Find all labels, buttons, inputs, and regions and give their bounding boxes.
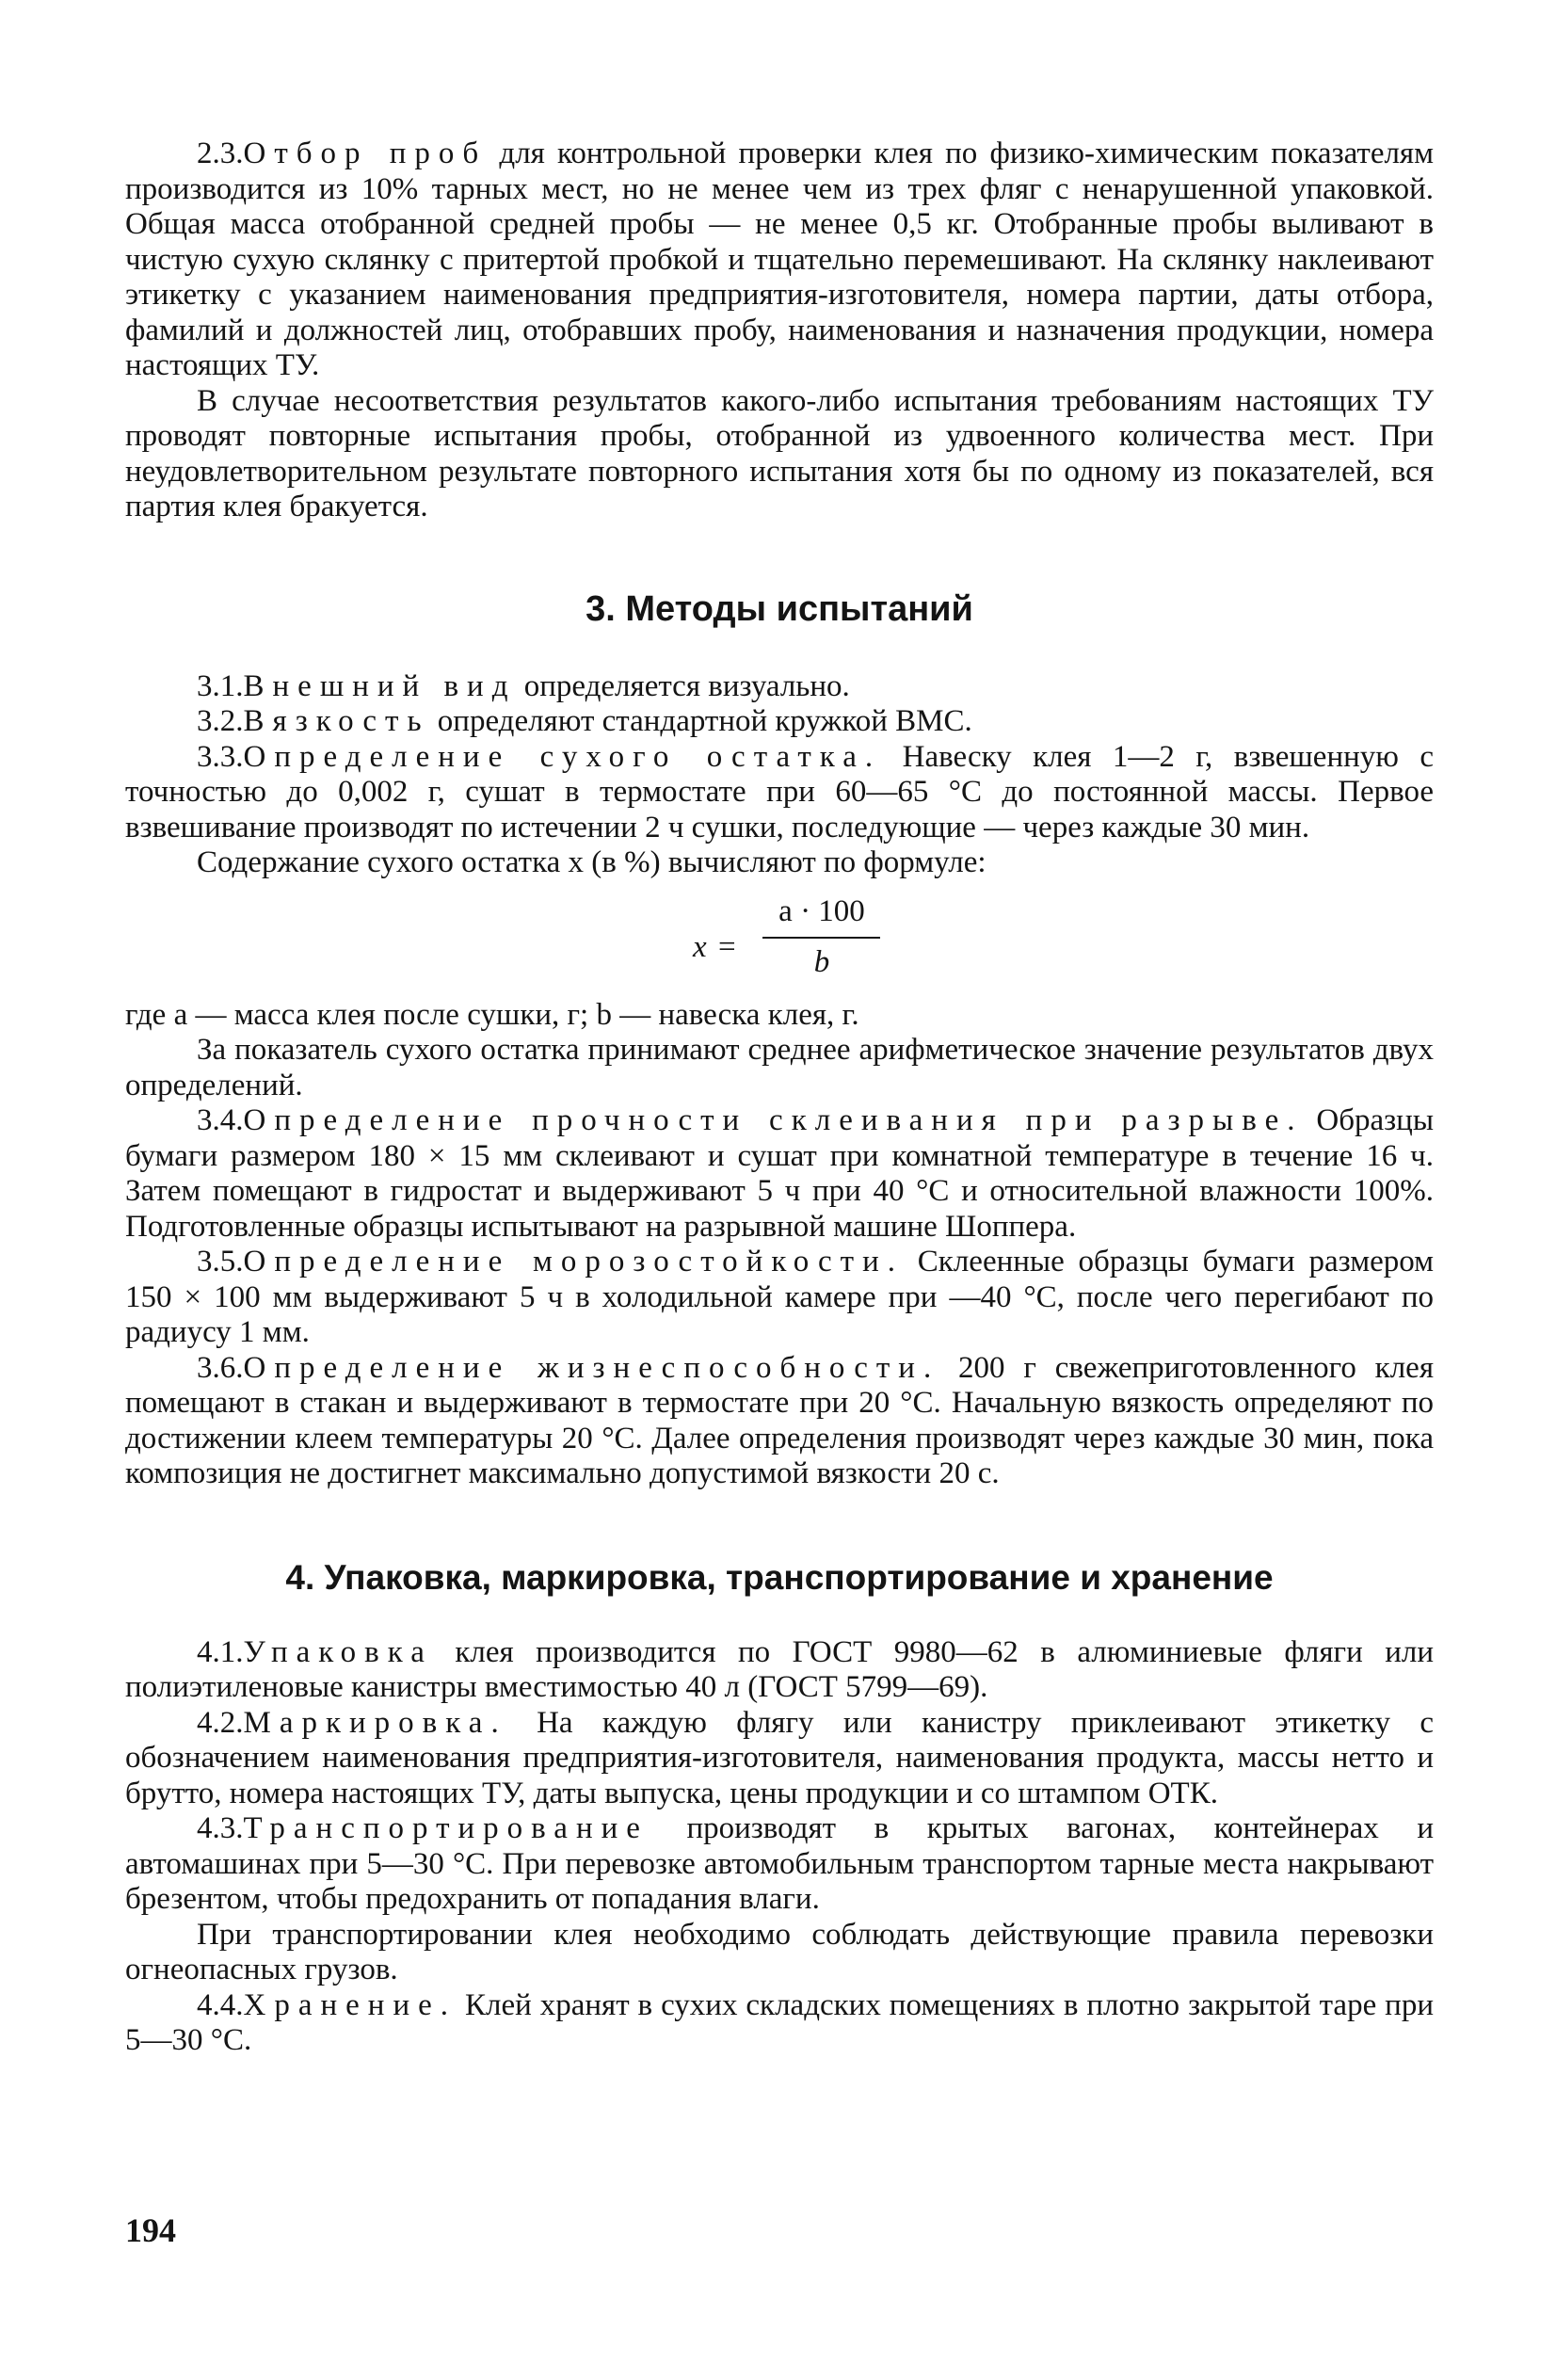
paragraph-2-3-retest: В случае несоответствия результатов какого-либо испытания требованиям настоящих ТУ проводят повторные испытания пробы, отобранной из удвоенного количества мест. При неудовлетворительном результате повторного испытания хотя бы по одному из показателей, вся партия клея бракуется.	[125, 383, 1434, 523]
paragraph-3-3	[125, 740, 1434, 846]
paragraph-4-3-rules: При транспортировании клея необходимо соблюдать действующие правила перевозки огнеопасных грузов.	[125, 1917, 1434, 1986]
clause-lead: Транспортирование	[243, 1811, 649, 1845]
dry-residue-formula	[125, 894, 1434, 989]
clause-lead: Внешний вид	[243, 668, 517, 703]
paragraph-4-1	[125, 1635, 1434, 1706]
formula-numerator: a · 100	[778, 893, 865, 928]
fraction-bar	[762, 937, 880, 939]
section-4-heading: 4. Упаковка, маркировка, транспортирование и хранение	[285, 1557, 1274, 1597]
paragraph-mean-value: За показатель сухого остатка принимают среднее арифметическое значение результатов двух определений.	[125, 1033, 1434, 1102]
formula-equals: =	[718, 929, 736, 964]
clause-text: Клей хранят в сухих складских помещениях в плотно закрытой таре при 5—30 °С.	[125, 1987, 1434, 2057]
clause-text: производят в крытых вагонах, контейнерах и автомашинах при 5—30 °С. При перевозке автомобильным транспортом тарные места накрывают брезентом, чтобы предохранить от попадания влаги.	[125, 1811, 1434, 1916]
paragraph-3-1	[125, 669, 1434, 705]
clause-number: 3.6.	[197, 1350, 244, 1385]
clause-number: 4.3.	[197, 1811, 244, 1845]
paragraph-3-2	[125, 704, 1434, 740]
clause-lead: Определение прочности склеивания при разрыве.	[243, 1103, 1304, 1137]
clause-number: 3.1.	[197, 668, 244, 703]
paragraph-4-2	[125, 1706, 1434, 1812]
paragraph-3-6	[125, 1351, 1434, 1492]
formula-legend: где a — масса клея после сушки, г; b — навеска клея, г.	[125, 997, 859, 1032]
clause-number: 4.4.	[197, 1987, 244, 2022]
clause-text: для контрольной проверки клея по физико-химическим показателям производится из 10% тарных мест, но не менее чем из трех фляг с ненарушенной упаковкой. Общая масса отобранной средней пробы — не менее 0,5 кг. Отобранные пробы выливают в чистую сухую склянку с притертой пробкой и тщательно перемешивают. На склянку наклеивают этикетку с указанием наименования предприятия-изготовителя, номера партии, даты отбора, фамилий и должностей лиц, отобравших пробу, наименования и назначения продукции, номера настоящих ТУ.	[125, 137, 1434, 382]
paragraph-4-3	[125, 1811, 1434, 1918]
paragraph-2-3	[125, 137, 1434, 384]
formula-lhs: x	[693, 929, 707, 964]
clause-number: 3.5.	[197, 1245, 244, 1278]
clause-number: 3.3.	[197, 739, 244, 774]
clause-lead: Хранение.	[243, 1987, 457, 2022]
clause-lead: Маркировка.	[243, 1705, 507, 1740]
clause-lead: Определение жизнеспособности.	[243, 1350, 940, 1385]
paragraph-3-4	[125, 1103, 1434, 1245]
clause-text: На каждую флягу или канистру приклеивают этикетку с обозначением наименования предприятия-изготовителя, наименования продукта, массы нетто и брутто, номера настоящих ТУ, даты выпуска, цены продукции и со штампом ОТК.	[125, 1705, 1434, 1810]
text-column	[125, 137, 1434, 2059]
paragraph-4-4	[125, 1988, 1434, 2059]
clause-lead: Вязкость	[243, 704, 430, 738]
clause-lead: Определение морозостойкости.	[243, 1245, 905, 1278]
clause-text: клея производится по ГОСТ 9980—62 в алюминиевые фляги или полиэтиленовые канистры вместимостью 40 л (ГОСТ 5799—69).	[125, 1634, 1434, 1704]
paragraph-3-5	[125, 1245, 1434, 1351]
clause-number: 4.1.	[197, 1634, 244, 1669]
clause-text: определяют стандартной кружкой ВМС.	[429, 704, 972, 738]
clause-lead: Отбор проб	[243, 137, 488, 170]
clause-number: 4.2.	[197, 1705, 244, 1740]
clause-text: 200 г свежеприготовленного клея помещают в стакан и выдерживают в термостате при 20 °С. Начальную вязкость определяют по достижении клеем температуры 20 °С. Далее определения производят через каждые 30 мин, пока композиция не достигнет максимально допустимой вязкости 20 с.	[125, 1350, 1435, 1490]
clause-text: Навеску клея 1—2 г, взвешенную с точностью до 0,002 г, сушат в термостате при 60—65 °С до постоянной массы. Первое взвешивание производят по истечении 2 ч сушки, последующие — через каждые 30 мин.	[125, 739, 1434, 844]
clause-text: Склеенные образцы бумаги размером 150 × 100 мм выдерживают 5 ч в холодильной камере при —40 °С, после чего перегибают по радиусу 1 мм.	[125, 1245, 1434, 1349]
clause-number: 3.4.	[197, 1103, 244, 1137]
section-3-heading: 3. Методы испытаний	[586, 588, 973, 629]
clause-lead: Упаковка	[243, 1634, 433, 1669]
formula-intro: Содержание сухого остатка x (в %) вычисляют по формуле:	[197, 845, 987, 879]
page-number: 194	[125, 2211, 176, 2249]
clause-number: 2.3.	[197, 137, 244, 170]
clause-text: Образцы бумаги размером 180 × 15 мм склеивают и сушат при комнатной температуре в течение 16 ч. Затем помещают в гидростат и выдерживают 5 ч при 40 °С и относительной влажности 100%. Подготовленные образцы испытывают на разрывной машине Шоппера.	[125, 1103, 1434, 1244]
clause-lead: Определение сухого остатка.	[243, 739, 882, 774]
clause-number: 3.2.	[197, 704, 244, 738]
formula-denominator: b	[813, 944, 830, 979]
clause-text: определяется визуально.	[516, 668, 850, 703]
